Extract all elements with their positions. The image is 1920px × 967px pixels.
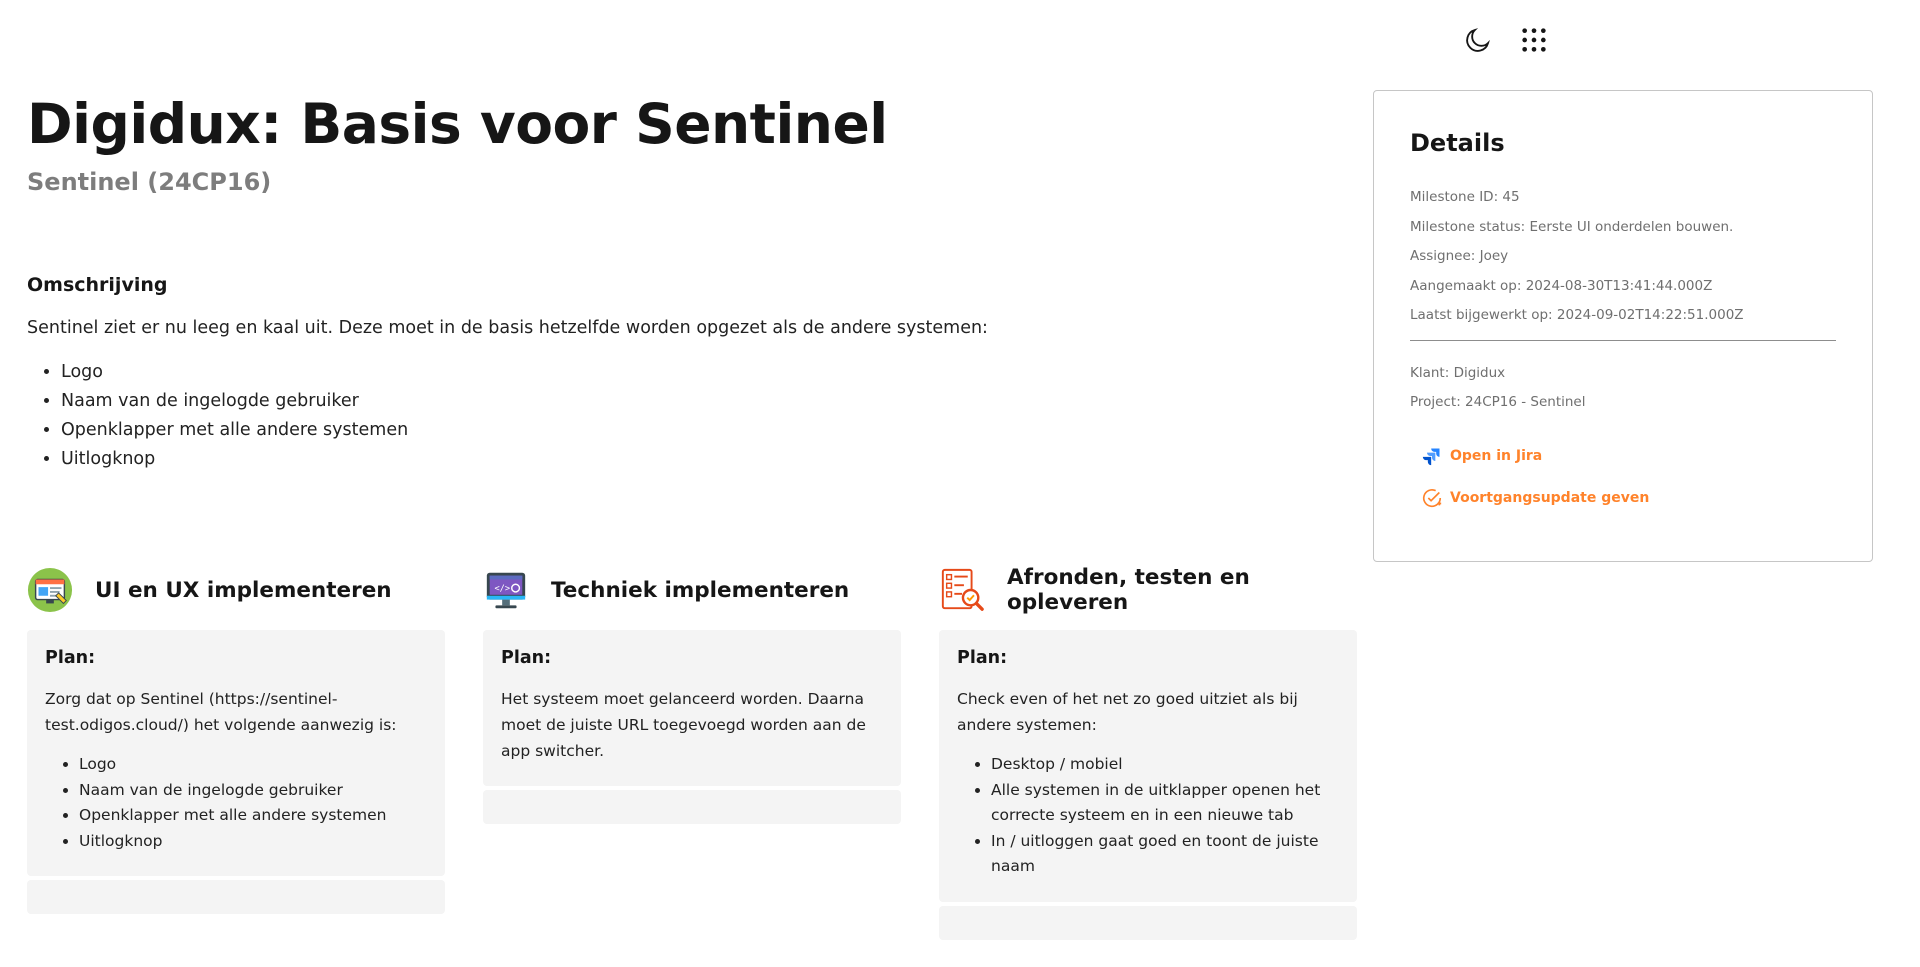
plan-list (45, 752, 427, 854)
project: Project: 24CP16 - Sentinel (1410, 394, 1586, 410)
created-at: Aangemaakt op: 2024-08-30T13:41:44.000Z (1410, 277, 1713, 294)
phase-column-afronden (939, 566, 1357, 940)
list-item: • In / uitloggen gaat goed en toont de juiste naam (991, 829, 1339, 880)
phase-header (27, 566, 445, 614)
main-content (27, 88, 1357, 474)
updated-at: Laatst bijgewerkt op: 2024-09-02T14:22:51.000Z (1410, 307, 1744, 323)
details-panel (1373, 90, 1873, 562)
phase-column-techniek (483, 566, 901, 940)
phase-columns (27, 566, 1357, 940)
open-in-jira-link[interactable] (1410, 444, 1836, 468)
ui-design-icon (27, 567, 73, 613)
check-circle-icon (1420, 486, 1444, 510)
phase-column-ui-ux (27, 566, 445, 940)
plan-card (939, 630, 1357, 902)
list-item: • Naam van de ingelogde gebruiker (79, 778, 427, 804)
phase-header (483, 566, 901, 614)
progress-update-link[interactable] (1410, 486, 1836, 510)
theme-toggle-button[interactable] (1462, 24, 1494, 56)
plan-list (957, 752, 1339, 880)
moon-icon (1463, 25, 1493, 55)
checklist-search-icon (939, 567, 985, 613)
plan-card (27, 630, 445, 876)
phase-title: Techniek implementeren (551, 577, 850, 603)
phase-title: UI en UX implementeren (95, 577, 392, 603)
progress-update-label: Voortgangsupdate geven (1450, 489, 1650, 506)
page-title: Digidux: Basis voor Sentinel (27, 92, 888, 156)
list-item: • Uitlogknop (79, 829, 427, 855)
plan-text: Zorg dat op Sentinel (https://sentinel-test.odigos.cloud/) het volgende aanwezig is: (45, 690, 397, 734)
app-grid-icon (1520, 26, 1548, 54)
list-item: • Naam van de ingelogde gebruiker (61, 387, 1357, 416)
details-list (1410, 183, 1836, 331)
open-in-jira-label: Open in Jira (1450, 447, 1543, 464)
description-heading: Omschrijving (27, 274, 168, 296)
plan-label: Plan: (501, 648, 552, 668)
list-item: • Logo (79, 752, 427, 778)
list-item: • Openklapper met alle andere systemen (79, 803, 427, 829)
app-switcher-button[interactable] (1518, 24, 1550, 56)
list-item: • Logo (61, 358, 1357, 387)
page-subtitle: Sentinel (24CP16) (27, 168, 272, 196)
list-item: • Uitlogknop (61, 445, 1357, 474)
plan-label: Plan: (45, 648, 96, 668)
list-item: • Openklapper met alle andere systemen (61, 416, 1357, 445)
plan-text: Het systeem moet gelanceerd worden. Daarna moet de juiste URL toegevoegd worden aan de app switcher. (501, 690, 866, 760)
plan-text: Check even of het net zo goed uitziet als bij andere systemen: (957, 690, 1298, 734)
description-list (27, 358, 1357, 474)
details-title: Details (1410, 129, 1505, 157)
jira-icon (1420, 444, 1444, 468)
list-item: • Desktop / mobiel (991, 752, 1339, 778)
client: Klant: Digidux (1410, 364, 1506, 381)
milestone-status: Milestone status: Eerste UI onderdelen bouwen. (1410, 218, 1734, 235)
header-actions (1462, 24, 1550, 56)
list-item: • Alle systemen in de uitklapper openen het correcte systeem en in een nieuwe tab (991, 778, 1339, 829)
assignee: Assignee: Joey (1410, 248, 1509, 264)
plan-card (483, 630, 901, 786)
milestone-id: Milestone ID: 45 (1410, 189, 1520, 205)
phase-title: Afronden, testen en opleveren (1007, 565, 1250, 615)
plan-label: Plan: (957, 648, 1008, 668)
monitor-code-icon (483, 567, 529, 613)
plan-card-footer (939, 906, 1357, 940)
phase-header (939, 566, 1357, 614)
svg-text:</>: </> (494, 583, 511, 594)
description-text: Sentinel ziet er nu leeg en kaal uit. Deze moet in de basis hetzelfde worden opgezet als de andere systemen: (27, 318, 988, 338)
details-divider (1410, 340, 1836, 341)
plan-card-footer (27, 880, 445, 914)
plan-card-footer (483, 790, 901, 824)
